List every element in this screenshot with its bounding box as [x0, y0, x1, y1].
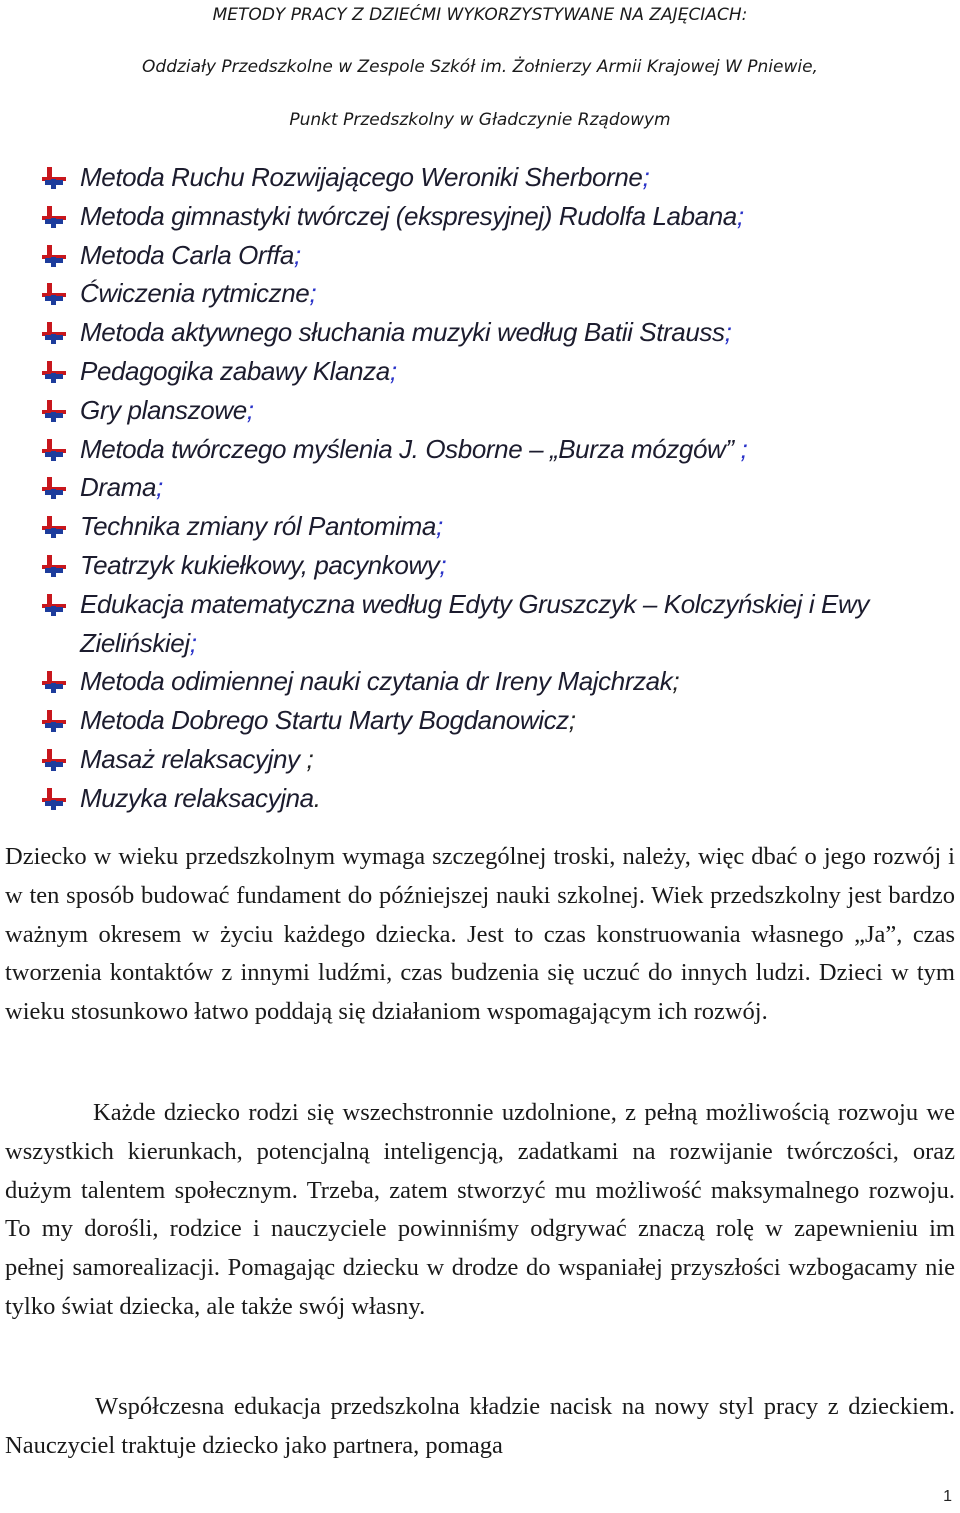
method-text: Metoda odimiennej nauki czytania dr Ireny Majchrzak	[80, 666, 673, 697]
list-item	[40, 430, 940, 469]
method-text: Gry planszowe	[80, 394, 247, 425]
method-punct: ;	[733, 433, 748, 464]
arrow-bullet-icon	[42, 439, 66, 461]
method-punct: ;	[156, 472, 163, 503]
arrow-bullet-icon	[42, 594, 66, 616]
paragraph-1: Dziecko w wieku przedszkolnym wymaga szczególnej troski, należy, więc dbać o jego rozwój i w ten sposób budować fundament do późniejszej nauki szkolnej. Wiek przedszkolny jest bardzo ważnym okresem w życiu każdego dziecka. Jest to czas konstruowania własnego „Ja”, czas tworzenia kontaktów z innymi ludźmi, czas budzenia się uczuć do innych ludzi. Dzieci w tym wieku stosunkowo łatwo poddają się działaniom wspomagającym ich rozwój.	[5, 843, 955, 1026]
list-item	[40, 662, 940, 701]
method-text: Metoda Dobrego Startu Marty Bogdanowicz	[80, 705, 569, 736]
list-item	[40, 779, 940, 818]
list-item	[40, 274, 940, 313]
method-text: Metoda aktywnego słuchania muzyki według Batii Strauss	[80, 317, 725, 348]
method-punct: ;	[189, 627, 197, 658]
arrow-bullet-icon	[42, 516, 66, 538]
method-text: Pedagogika zabawy Klanza	[80, 355, 390, 386]
school-name: Oddziały Przedszkolne w Zespole Szkół im. Żołnierzy Armii Krajowej W Pniewie,	[142, 57, 818, 77]
method-text: Metoda gimnastyki twórczej (ekspresyjnej) Rudolfa Labana	[80, 200, 737, 231]
method-text: Muzyka relaksacyjna	[80, 782, 314, 813]
arrow-bullet-icon	[42, 477, 66, 499]
arrow-bullet-icon	[42, 710, 66, 732]
method-text: Drama	[80, 472, 157, 503]
method-punct: ;	[246, 394, 254, 425]
method-text: Metoda Carla Orffa	[80, 239, 294, 270]
list-item	[40, 391, 940, 430]
list-item	[40, 352, 940, 391]
list-item	[40, 236, 940, 275]
list-item	[40, 740, 940, 779]
arrow-bullet-icon	[42, 361, 66, 383]
method-text: Metoda twórczego myślenia J. Osborne – „Burza mózgów”	[80, 433, 734, 464]
list-item	[40, 585, 940, 663]
preschool-point-name: Punkt Przedszkolny w Gładczynie Rządowym	[289, 110, 671, 130]
method-text: Teatrzyk kukiełkowy, pacynkowy	[80, 549, 440, 580]
arrow-bullet-icon	[42, 206, 66, 228]
method-text: Ćwiczenia rytmiczne	[80, 278, 310, 309]
list-item	[40, 468, 940, 507]
method-punct: ;	[568, 705, 576, 736]
method-text: Edukacja matematyczna według Edyty Gruszczyk – Kolczyńskiej i Ewy Zielińskiej	[80, 588, 869, 658]
arrow-bullet-icon	[42, 322, 66, 344]
paragraph-2: Każde dziecko rodzi się wszechstronnie uzdolnione, z pełną możliwością rozwoju we wszystkich kierunkach, potencjalną inteligencją, zadatkami na rozwijanie twórczości, oraz dużym talentem społecznym. Trzeba, zatem stworzyć mu możliwość maksymalnego rozwoju. To my dorośli, rodzice i nauczyciele powinniśmy odgrywać znaczą rolę w zapewnieniu im pełnej samorealizacji. Pomagając dziecku w drodze do wspaniałej przyszłości wzbogacamy nie tylko świat dziecka, ale także swój własny.	[5, 1099, 955, 1320]
arrow-bullet-icon	[42, 788, 66, 810]
arrow-bullet-icon	[42, 245, 66, 267]
page-number: 1	[943, 1488, 952, 1505]
list-item	[40, 546, 940, 585]
method-punct: ;	[672, 666, 680, 697]
arrow-bullet-icon	[42, 400, 66, 422]
arrow-bullet-icon	[42, 283, 66, 305]
arrow-bullet-icon	[42, 167, 66, 189]
arrow-bullet-icon	[42, 749, 66, 771]
method-text: Masaż relaksacyjny	[80, 743, 300, 774]
list-item	[40, 197, 940, 236]
method-punct: .	[313, 782, 321, 813]
method-punct: ;	[389, 355, 397, 386]
method-punct: ;	[435, 511, 443, 542]
method-punct: ;	[309, 278, 317, 309]
arrow-bullet-icon	[42, 555, 66, 577]
arrow-bullet-icon	[42, 671, 66, 693]
list-item	[40, 313, 940, 352]
method-punct: ;	[642, 162, 650, 192]
method-punct: ;	[293, 239, 301, 270]
method-punct: ;	[299, 743, 314, 774]
list-item	[40, 158, 940, 197]
paragraph-3: Współczesna edukacja przedszkolna kładzie nacisk na nowy styl pracy z dzieckiem. Nauczyciel traktuje dziecko jako partnera, pomaga	[5, 1393, 955, 1459]
list-item	[40, 701, 940, 740]
method-punct: ;	[439, 549, 447, 580]
method-text: Metoda Ruchu Rozwijającego Weroniki Sherborne	[80, 162, 643, 192]
method-text: Technika zmiany ról Pantomima	[80, 511, 436, 542]
method-punct: ;	[736, 200, 744, 231]
methods-list	[40, 158, 940, 818]
list-item	[40, 507, 940, 546]
document-title: METODY PRACY Z DZIEĆMI WYKORZYSTYWANE NA ZAJĘCIACH:	[212, 5, 748, 25]
method-punct: ;	[724, 317, 732, 348]
